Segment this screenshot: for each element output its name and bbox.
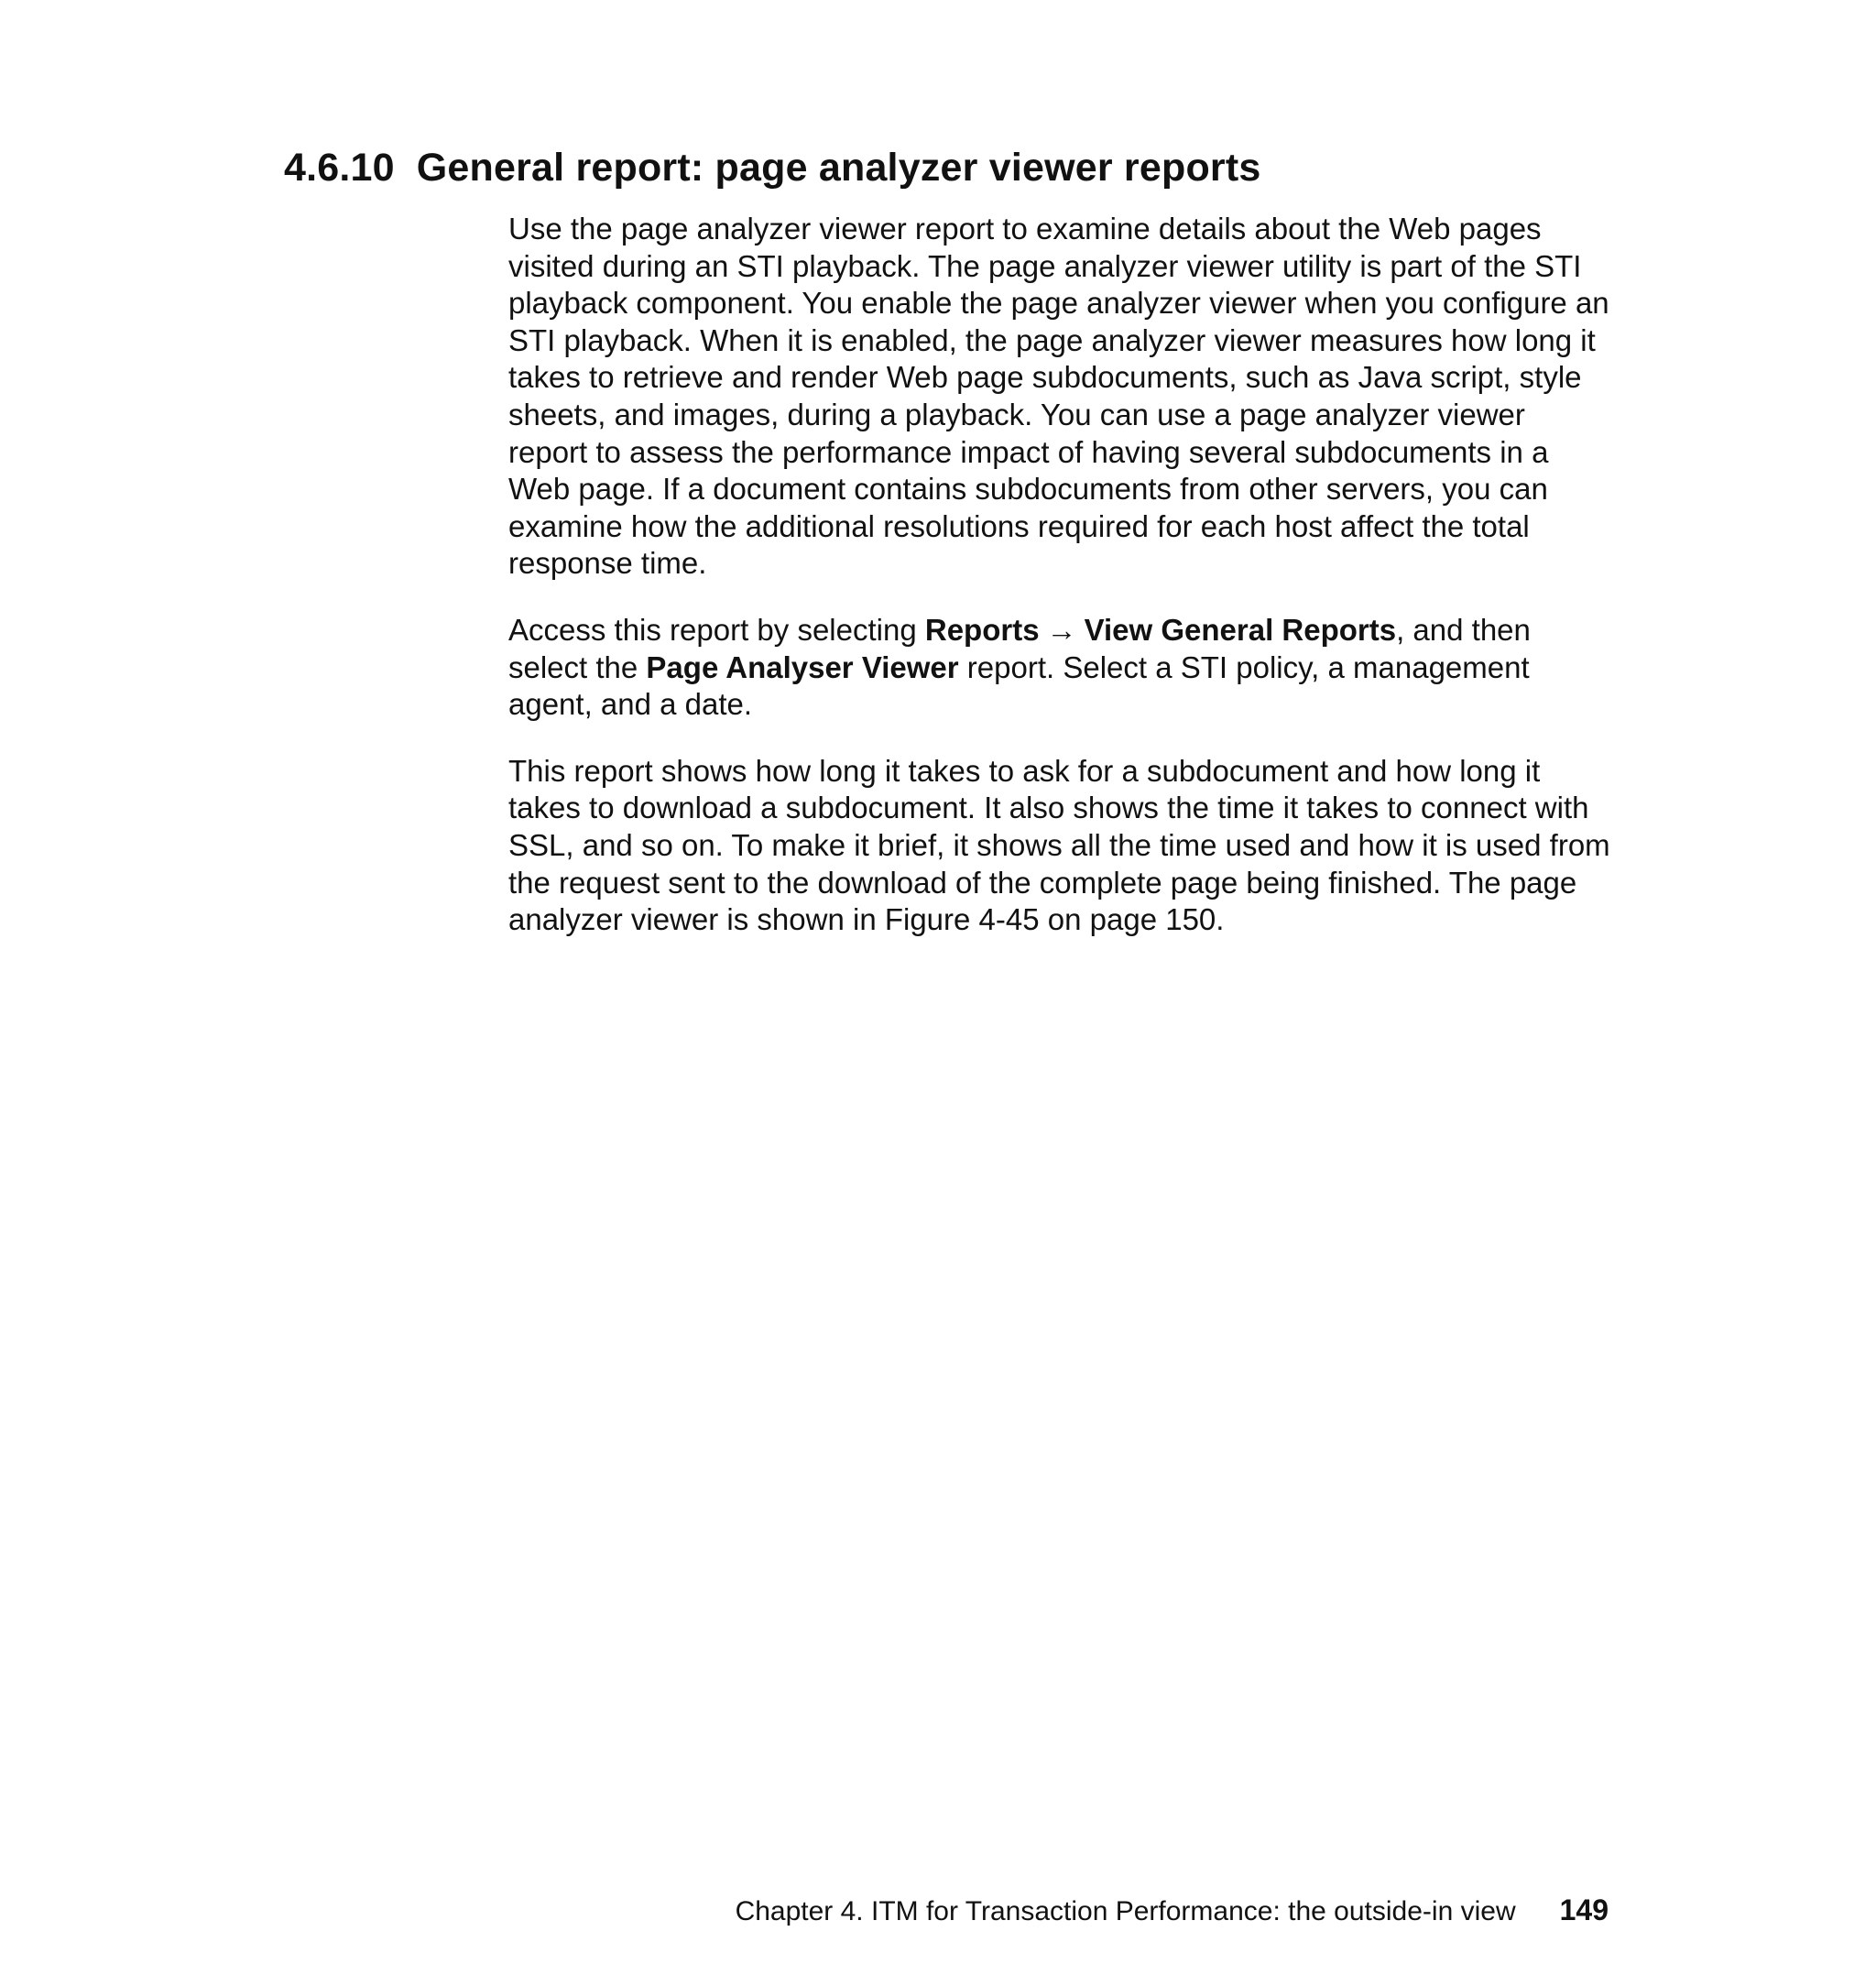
access-lead-text: Access this report by selecting bbox=[508, 612, 925, 647]
report-name: Page Analyser Viewer bbox=[646, 649, 959, 684]
paragraph-intro: Use the page analyzer viewer report to examine details about the Web pages visited during an STI playback. The page analyzer viewer utility is part of the STI playback component. You enable the page analyzer viewer when you configure an STI playback. When it is enabled, the page analyzer viewer measures how long it takes to retrieve and render Web page subdocuments, such as Java script, style sheets, and images, during a playback. You can use a page analyzer viewer report to assess the performance impact of having several subdocuments in a Web page. If a document contains subdocuments from other servers, you can examine how the additional resolutions required for each host affect the total response time. bbox=[508, 212, 1609, 581]
paragraph-access bbox=[508, 612, 1612, 724]
section-heading bbox=[284, 143, 1260, 192]
menu-reports: Reports bbox=[924, 612, 1040, 647]
section-title: General report: page analyzer viewer reports bbox=[416, 146, 1261, 190]
paragraph-details: This report shows how long it takes to ask for a subdocument and how long it takes to download a subdocument. It also shows the time it takes to connect with SSL, and so on. To make it brief, it shows all the time used and how it is used from the request sent to the download of the complete page being finished. The page analyzer viewer is shown in Figure 4-45 on page 150. bbox=[508, 753, 1610, 937]
page-footer bbox=[736, 1892, 1609, 1930]
arrow-icon: → bbox=[1046, 612, 1077, 647]
section-number: 4.6.10 bbox=[284, 146, 395, 190]
chapter-title: Chapter 4. ITM for Transaction Performance: the outside-in view bbox=[735, 1896, 1516, 1926]
access-tail-text: report. Select a STI policy, a management agent, and a date. bbox=[508, 649, 1530, 722]
body-text bbox=[508, 211, 1612, 968]
page-number: 149 bbox=[1559, 1893, 1609, 1926]
menu-view-general-reports: View General Reports bbox=[1084, 612, 1397, 647]
access-mid-text: , and then select the bbox=[508, 612, 1531, 684]
